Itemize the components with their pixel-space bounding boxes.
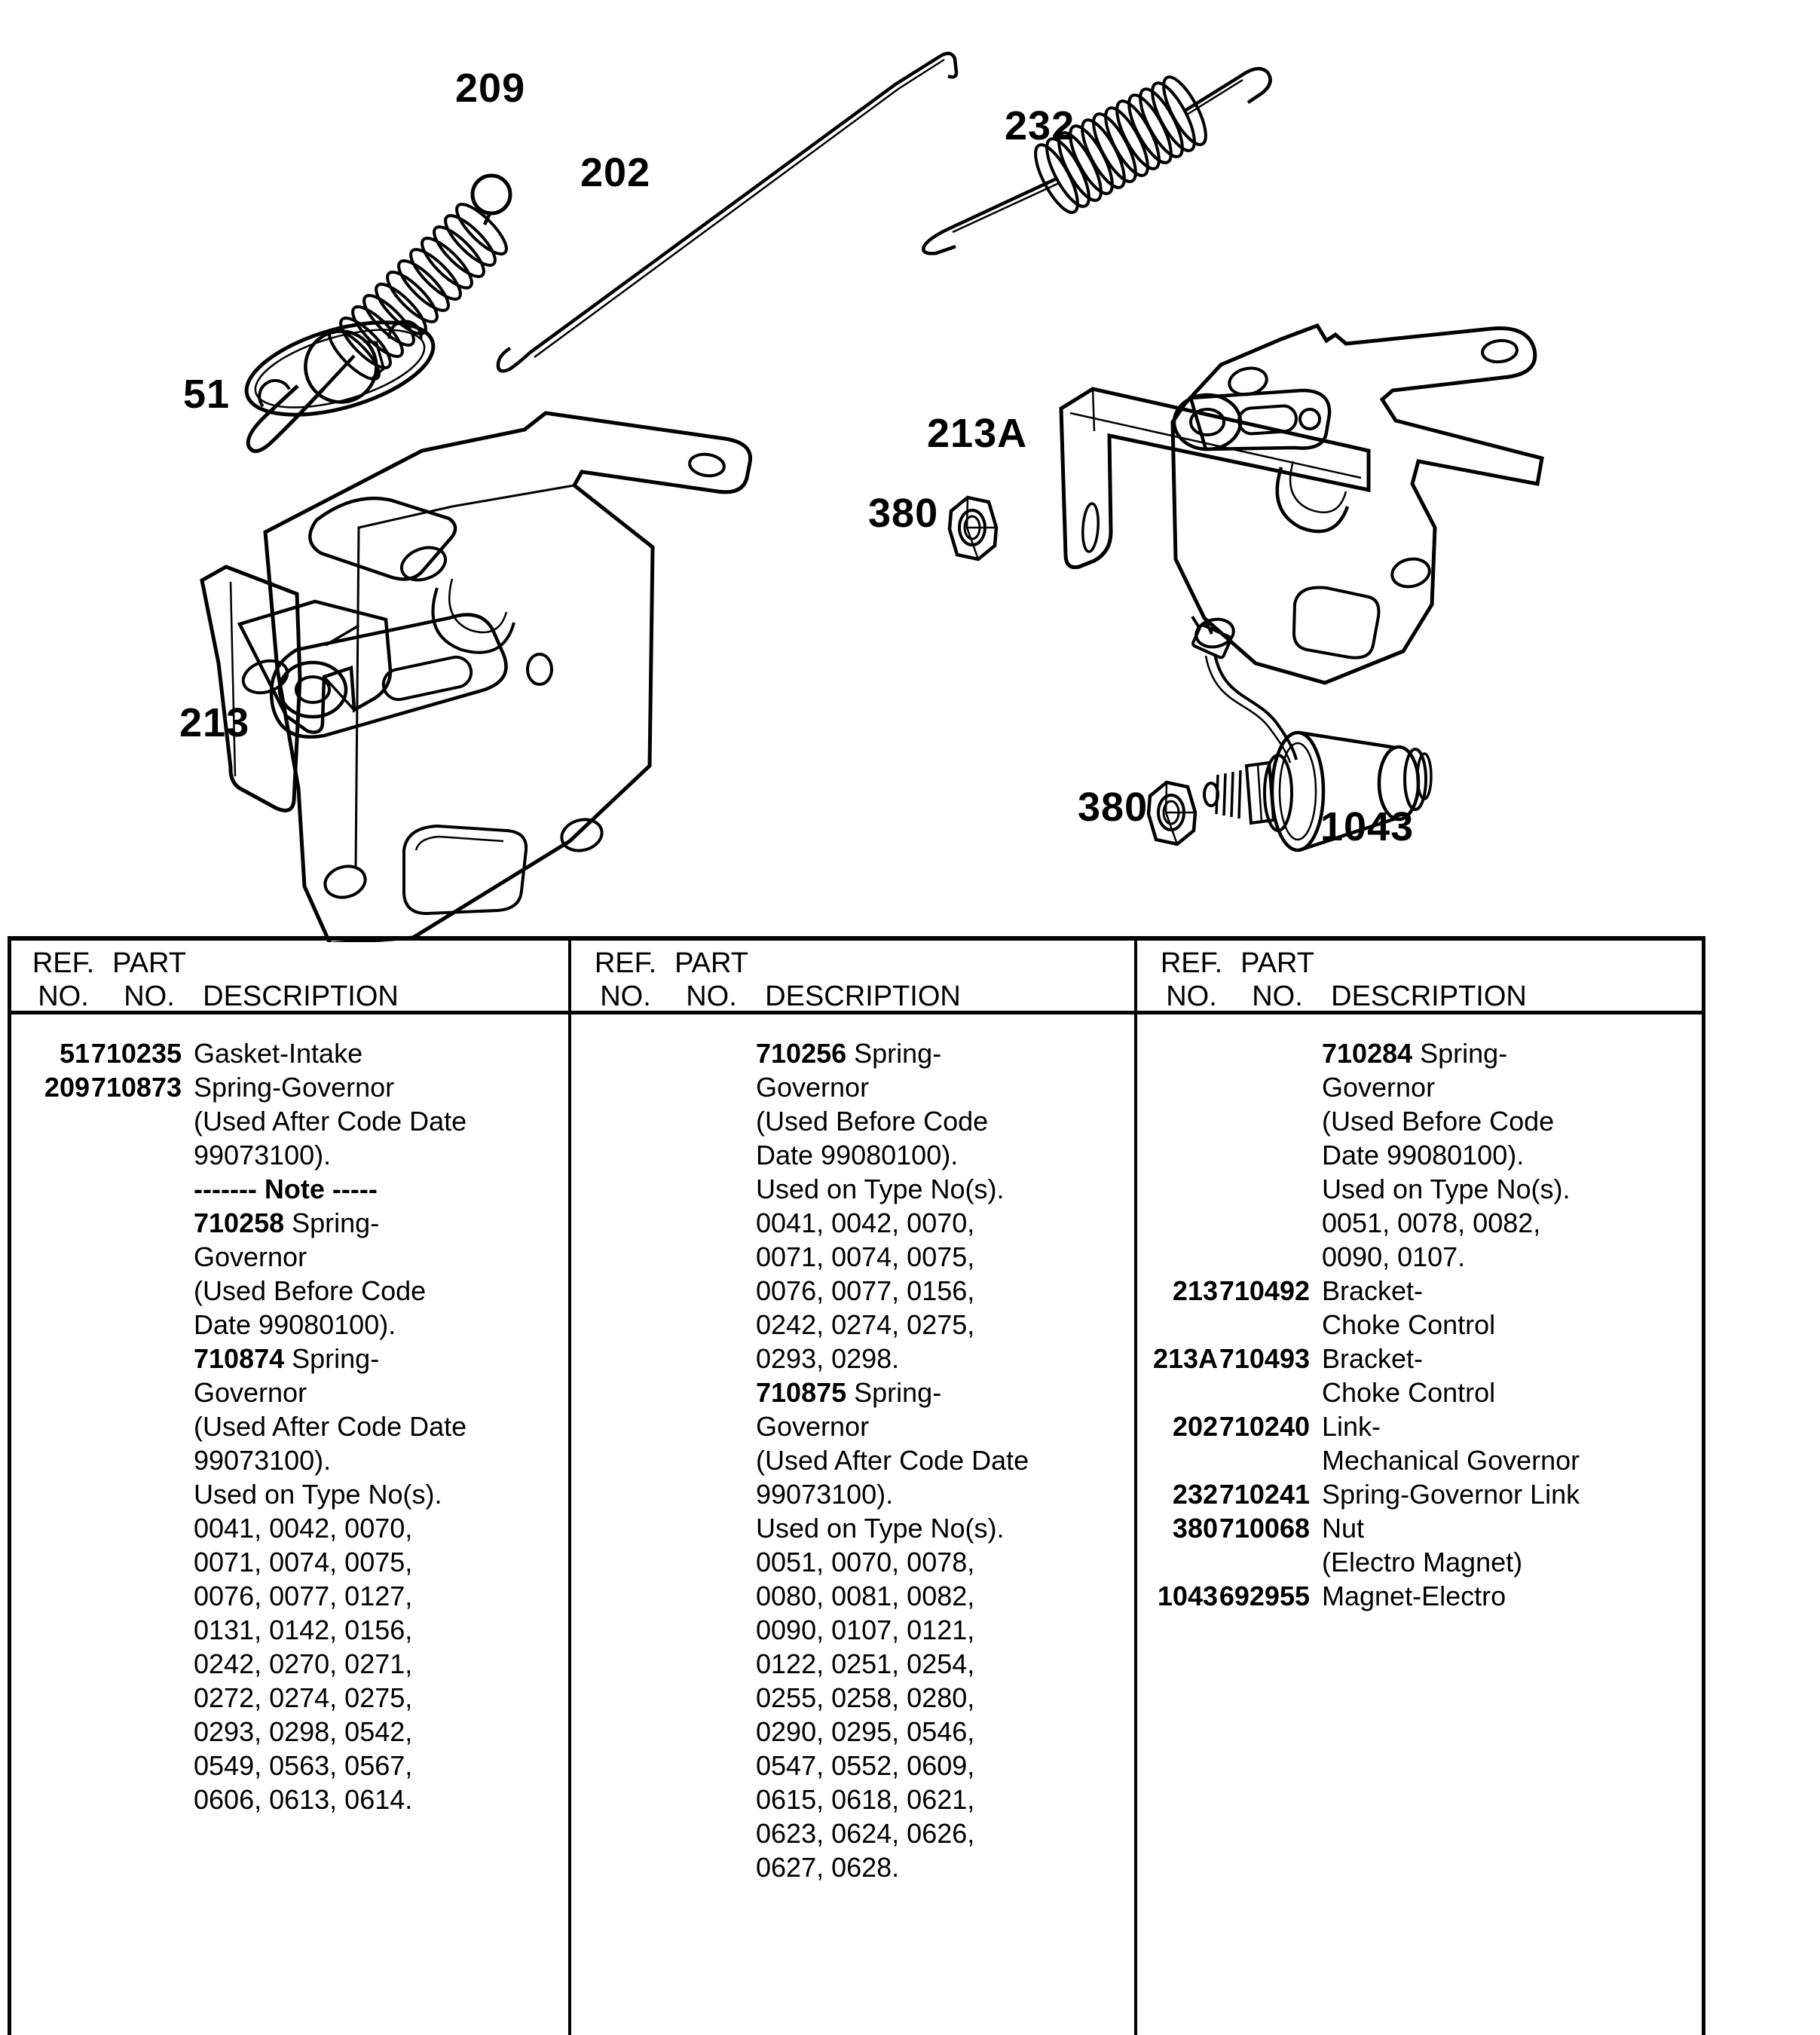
table-line: 1043 692955 Magnet-Electro [1157,1581,1506,1611]
table-line: (Used After Code Date [194,1106,467,1137]
part-label-202: 202 [580,150,651,195]
table-line: 710258 Spring- [194,1207,380,1238]
table-line: 209 710873 Spring-Governor [44,1072,395,1103]
table-line: 0051, 0078, 0082, [1322,1207,1541,1238]
table-line: 0076, 0077, 0156, [756,1275,975,1306]
table-line: 0547, 0552, 0609, [756,1750,975,1781]
table-line: Governor [1322,1072,1436,1103]
table-line: 0242, 0270, 0271, [194,1648,413,1679]
ref-no-header: REF. NO. [594,947,657,1012]
table-line: Governor [194,1241,307,1272]
table-line: 710256 Spring- [756,1038,942,1069]
nut-380-lower-drawing [1149,782,1195,844]
table-line: ------- Note ----- [194,1174,378,1204]
table-line: (Used Before Code [1322,1106,1555,1137]
part-label-213a: 213A [927,411,1028,456]
ref-no-header: REF. NO. [32,947,95,1012]
table-line: 0122, 0251, 0254, [756,1648,975,1679]
table-line: 380 710068 Nut [1172,1513,1365,1544]
table-line: 0051, 0070, 0078, [756,1547,975,1578]
table-line: (Used Before Code [194,1275,427,1306]
table-lines [573,1036,1132,1884]
part-label-1043: 1043 [1320,804,1415,849]
parts-table-column-1 [11,936,570,2035]
table-line: 0041, 0042, 0070, [194,1513,413,1544]
description-header: DESCRIPTION [765,981,961,1012]
table-line: 0255, 0258, 0280, [756,1682,975,1713]
part-label-232: 232 [1005,103,1075,148]
wire-lead-1043-drawing [1192,617,1296,763]
description-header: DESCRIPTION [203,981,399,1012]
bracket-choke-control-213-drawing [202,413,751,942]
table-line: 202 710240 Link- [1172,1411,1381,1442]
table-line: 51 710235 Gasket-Intake [59,1038,363,1069]
table-line: (Used After Code Date [194,1411,467,1442]
table-line: Used on Type No(s). [756,1174,1005,1204]
part-no-header: PART NO. [1240,947,1314,1012]
part-label-213: 213 [179,700,250,745]
table-lines [11,1036,570,1816]
table-line: 0071, 0074, 0075, [194,1547,413,1578]
table-line: Governor [756,1411,870,1442]
description-header: DESCRIPTION [1331,981,1527,1012]
part-no-header: PART NO. [674,947,748,1012]
table-line: Used on Type No(s). [1322,1174,1571,1204]
link-mechanical-governor-202-drawing [498,54,956,371]
table-line: (Used After Code Date [756,1445,1029,1476]
table-line: 0090, 0107. [1322,1241,1466,1272]
table-line: 0076, 0077, 0127, [194,1581,413,1611]
table-line: 213 710492 Bracket- [1172,1275,1424,1306]
table-line: (Electro Magnet) [1322,1547,1523,1578]
part-label-380-lower: 380 [1078,785,1149,830]
table-line: 0293, 0298. [756,1343,900,1374]
table-line: 0606, 0613, 0614. [194,1784,413,1815]
table-line: 213A 710493 Bracket- [1152,1343,1424,1374]
table-line: 0131, 0142, 0156, [194,1614,413,1645]
table-line: 0041, 0042, 0070, [756,1207,975,1238]
table-line: 99073100). [756,1479,894,1510]
table-line: 0549, 0563, 0567, [194,1750,413,1781]
parts-table-column-3 [1139,936,1698,2035]
table-line: Used on Type No(s). [194,1479,442,1510]
table-border-right [1702,936,1705,2035]
table-lines [1139,1036,1698,1613]
table-line: 99073100). [194,1445,332,1476]
table-line: Choke Control [1322,1377,1496,1408]
table-line: 710284 Spring- [1322,1038,1508,1069]
table-line: 99073100). [194,1140,332,1171]
spring-governor-209-drawing [248,176,513,451]
table-line: Used on Type No(s). [756,1513,1005,1544]
parts-diagram [0,0,1820,942]
table-line: 710875 Spring- [756,1377,942,1408]
table-line: 0290, 0295, 0546, [756,1716,975,1747]
spring-governor-link-232-drawing [923,69,1270,253]
table-column-divider-2 [1134,936,1137,2035]
table-line: Choke Control [1322,1309,1496,1340]
part-label-380-upper: 380 [868,491,939,536]
table-line: 232 710241 Spring-Governor Link [1172,1479,1580,1510]
table-line: 0293, 0298, 0542, [194,1716,413,1747]
table-line: 0071, 0074, 0075, [756,1241,975,1272]
part-no-header: PART NO. [112,947,186,1012]
table-line: 0272, 0274, 0275, [194,1682,413,1713]
ref-no-header: REF. NO. [1160,947,1223,1012]
table-line: Date 99080100). [756,1140,959,1171]
nut-380-upper-drawing [950,497,996,559]
table-line: 0242, 0274, 0275, [756,1309,975,1340]
table-line: 0090, 0107, 0121, [756,1614,975,1645]
part-label-51: 51 [183,372,231,417]
part-label-209: 209 [455,66,526,111]
parts-table-column-2 [573,936,1132,2035]
table-line: Date 99080100). [1322,1140,1525,1171]
table-line: 0627, 0628. [756,1852,900,1883]
table-line: Governor [756,1072,870,1103]
table-line: 0615, 0618, 0621, [756,1784,975,1815]
bracket-choke-control-213a-drawing [1061,326,1542,683]
table-line: 0080, 0081, 0082, [756,1581,975,1611]
table-line: Governor [194,1377,307,1408]
table-line: (Used Before Code [756,1106,989,1137]
table-line: Mechanical Governor [1322,1445,1580,1476]
table-line: 710874 Spring- [194,1343,380,1374]
table-line: 0623, 0624, 0626, [756,1818,975,1849]
table-line: Date 99080100). [194,1309,396,1340]
